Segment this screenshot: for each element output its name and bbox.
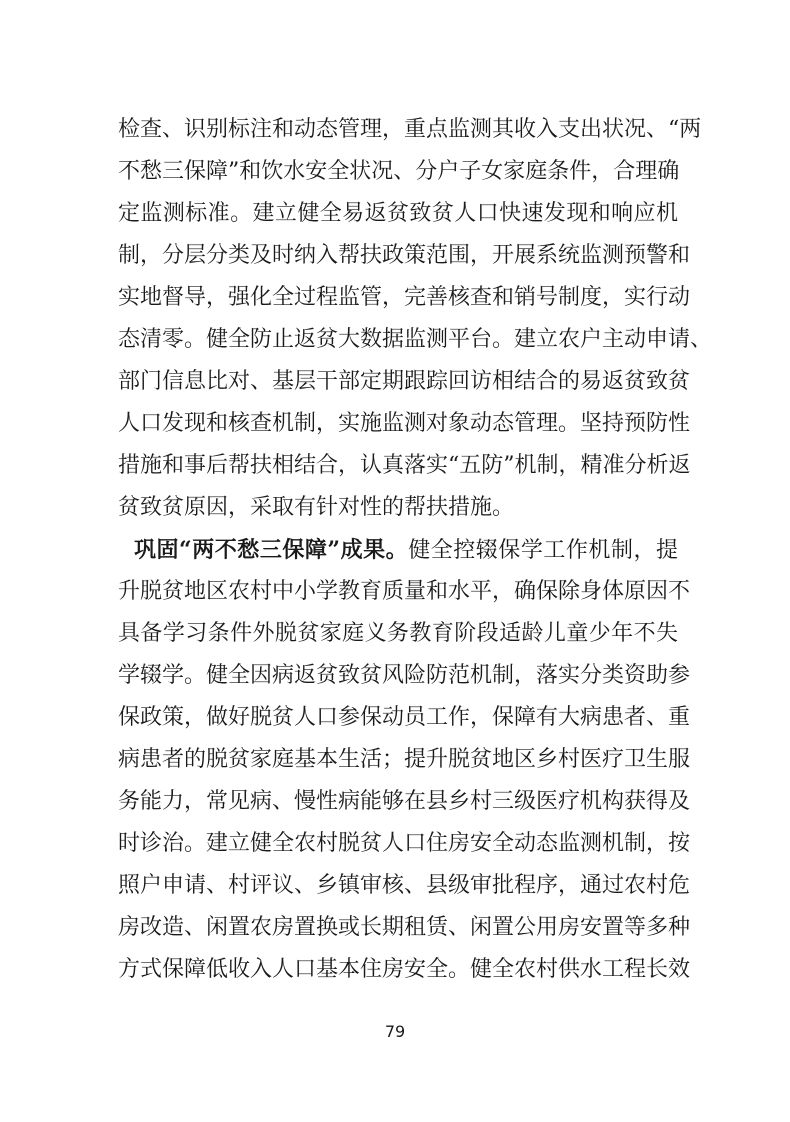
paragraph-1-line-3: 定监测标准。建立健全易返贫致贫人口快速发现和响应机	[118, 201, 678, 226]
paragraph-1-line-2: 不愁三保障”和饮水安全状况、分户子女家庭条件，合理确	[118, 159, 680, 184]
paragraph-1-line-1: 检查、识别标注和动态管理，重点监测其收入支出状况、“两	[118, 117, 702, 142]
paragraph-1-line-10: 贫致贫原因，采取有针对性的帮扶措施。	[118, 495, 515, 520]
paragraph-2-line-8: 时诊治。建立健全农村脱贫人口住房安全动态监测机制，按	[118, 831, 691, 856]
paragraph-2-line-7: 务能力，常见病、慢性病能够在县乡村三级医疗机构获得及	[118, 789, 691, 814]
paragraph-1-line-8: 人口发现和核查机制，实施监测对象动态管理。坚持预防性	[118, 411, 691, 436]
paragraph-1-line-5: 实地督导，强化全过程监管，完善核查和销号制度，实行动	[118, 285, 691, 310]
paragraph-2-line-4: 学辍学。健全因病返贫致贫风险防范机制，落实分类资助参	[118, 663, 691, 688]
paragraph-1-line-7: 部门信息比对、基层干部定期跟踪回访相结合的易返贫致贫	[118, 369, 691, 394]
paragraph-2-first-line-rest: 健全控辍保学工作机制，提	[408, 538, 678, 563]
paragraph-2-heading: 巩固“两不愁三保障”成果。	[134, 537, 409, 563]
paragraph-2-line-10: 房改造、闲置农房置换或长期租赁、闲置公用房安置等多种	[118, 915, 691, 940]
paragraph-2-line-3: 具备学习条件外脱贫家庭义务教育阶段适龄儿童少年不失	[118, 621, 678, 646]
paragraph-2-line-9: 照户申请、村评议、乡镇审核、县级审批程序，通过农村危	[118, 873, 691, 898]
paragraph-2-line-2: 升脱贫地区农村中小学教育质量和水平，确保除身体原因不	[118, 579, 691, 604]
paragraph-1-line-4: 制，分层分类及时纳入帮扶政策范围，开展系统监测预警和	[118, 243, 691, 268]
paragraph-2-line-1	[118, 537, 678, 564]
paragraph-2-line-6: 病患者的脱贫家庭基本生活；提升脱贫地区乡村医疗卫生服	[118, 747, 691, 772]
page-number: 79	[384, 1022, 406, 1041]
paragraph-2-line-5: 保政策，做好脱贫人口参保动员工作，保障有大病患者、重	[118, 705, 691, 730]
paragraph-1-line-6: 态清零。健全防止返贫大数据监测平台。建立农户主动申请、	[118, 327, 713, 352]
paragraph-2-line-11: 方式保障低收入人口基本住房安全。健全农村供水工程长效	[118, 957, 691, 982]
paragraph-1-line-9: 措施和事后帮扶相结合，认真落实“五防”机制，精准分析返	[118, 453, 691, 478]
